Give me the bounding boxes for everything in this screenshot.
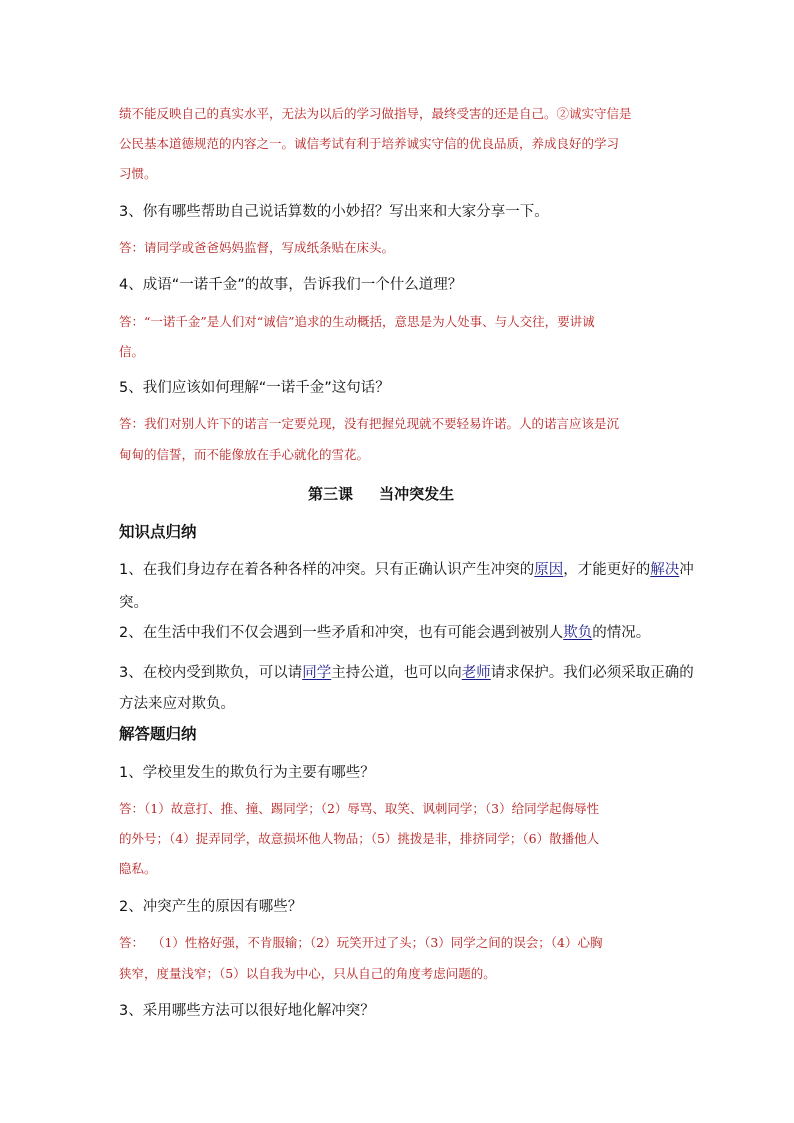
answer-5-line-2: 甸甸的信誓，而不能像放在手心就化的雪花。 <box>119 447 370 462</box>
knowledge-1-line-2: 突。 <box>119 595 148 611</box>
answers-question-1: 1、学校里发生的欺负行为主要有哪些？ <box>119 765 375 781</box>
keyword-teacher: 老师 <box>461 665 491 681</box>
answer-4-line-2: 信。 <box>119 344 145 359</box>
answers-answer-1-line-3: 隐私。 <box>119 861 157 876</box>
answers-question-2: 2、冲突产生的原因有哪些？ <box>119 899 303 915</box>
answers-answer-2-line-2: 狭窄，度量浅窄；（5）以自我为中心，只从自己的角度考虑问题的。 <box>119 966 496 981</box>
answers-question-3: 3、采用哪些方法可以很好地化解冲突？ <box>119 1003 375 1019</box>
prev-answer-point-2: ②诚实守信是 <box>556 106 632 121</box>
prev-answer-line-1 <box>119 104 632 122</box>
answers-answer-1-line-1: 答：（1）故意打、推、撞、踢同学；（2）辱骂、取笑、讽刺同学；（3）给同学起侮辱性 <box>119 801 600 816</box>
knowledge-2-text-a: 2、在生活中我们不仅会遇到一些矛盾和冲突，也有可能会遇到被别人 <box>119 625 564 641</box>
knowledge-3-text-c: 请求保护。我们必须采取正确的 <box>490 665 694 681</box>
answers-answer-1-line-2: 的外号；（4）捉弄同学，故意损坏他人物品；（5）挑拨是非，排挤同学；（6）散播他人 <box>119 831 600 846</box>
keyword-classmate: 同学 <box>302 665 332 681</box>
answers-heading: 解答题归纳 <box>119 725 197 743</box>
keyword-bullying: 欺负 <box>563 625 593 641</box>
answer-5-line-1: 答：我们对别人许下的诺言一定要兑现，没有把握兑现就不要轻易许诺。人的诺言应该是沉 <box>119 416 620 431</box>
keyword-cause: 原因 <box>534 562 564 578</box>
knowledge-2-text-b: 的情况。 <box>592 625 651 641</box>
prev-answer-text: 绩不能反映自己的真实水平，无法为以后的学习做指导，最终受害的还是自己。 <box>119 106 557 121</box>
knowledge-3-line-2: 方法来应对欺负。 <box>119 696 235 712</box>
knowledge-3-text-a: 3、在校内受到欺负，可以请 <box>119 665 303 681</box>
prev-answer-line-2: 公民基本道德规范的内容之一。诚信考试有利于培养诚实守信的优良品质，养成良好的学习 <box>119 136 620 151</box>
answer-3: 答：请同学或爸爸妈妈监督，写成纸条贴在床头。 <box>119 240 395 255</box>
question-3: 3、你有哪些帮助自己说话算数的小妙招？写出来和大家分享一下。 <box>119 204 549 220</box>
knowledge-1-text-b: ，才能更好的 <box>563 562 651 578</box>
lesson-title: 第三课 当冲突发生 <box>308 485 455 503</box>
keyword-resolve: 解决 <box>650 562 680 578</box>
answers-answer-2-line-1: 答： （1）性格好强，不肯服输；（2）玩笑开过了头；（3）同学之间的误会；（4）心胸 <box>119 935 603 950</box>
knowledge-3-line-1 <box>119 661 694 682</box>
prev-answer-line-3: 习惯。 <box>119 166 157 181</box>
question-4: 4、成语“一诺千金”的故事，告诉我们一个什么道理？ <box>119 277 463 293</box>
knowledge-1-line-1 <box>119 558 694 579</box>
question-5: 5、我们应该如何理解“一诺千金”这句话？ <box>119 380 390 396</box>
knowledge-1-text-c: 冲 <box>679 562 694 578</box>
answer-4-line-1: 答：“一诺千金”是人们对“诚信”追求的生动概括，意思是为人处事、与人交往，要讲诚 <box>119 314 595 329</box>
knowledge-1-text-a: 1、在我们身边存在着各种各样的冲突。只有正确认识产生冲突的 <box>119 562 535 578</box>
knowledge-2 <box>119 621 650 642</box>
knowledge-3-text-b: 主持公道，也可以向 <box>331 665 462 681</box>
knowledge-heading: 知识点归纳 <box>119 523 197 541</box>
